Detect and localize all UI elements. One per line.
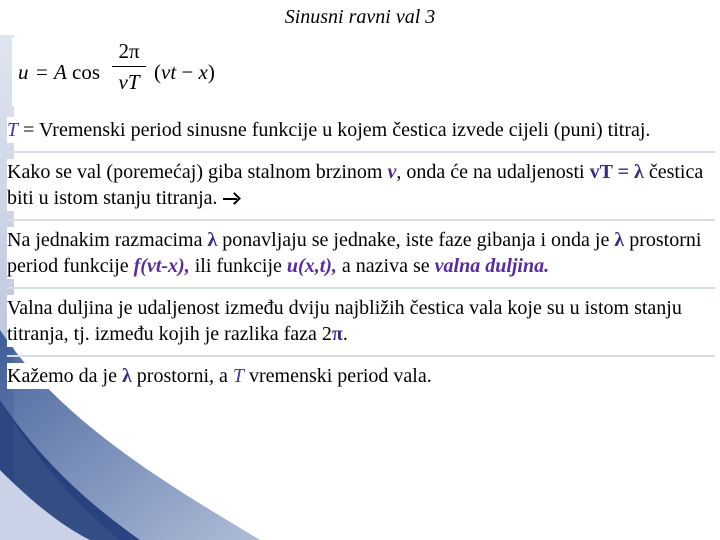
p3-text-3: prostorni period funkcije: [7, 229, 702, 277]
pi-symbol: π: [331, 323, 343, 345]
wave-formula: [12, 38, 240, 106]
p3-text-5: a naziva se: [336, 255, 435, 277]
expr-eq: =: [612, 161, 634, 183]
formula-minus: −: [181, 60, 194, 84]
lambda-symbol: λ: [614, 229, 625, 251]
p3-text-2: ponavljaju se jednake, iste faze gibanja i onda je: [217, 229, 615, 251]
lambda-symbol: λ: [207, 229, 218, 251]
p4-text-1: Valna duljina je udaljenost između dviju najbližih čestica vala koje su u istom stanju titranja, tj. između kojih je razlika faza 2: [7, 297, 682, 345]
p3-text-4: ili funkcije: [189, 255, 287, 277]
formula-cos: cos: [72, 60, 100, 84]
formula-x: x: [198, 60, 208, 84]
expr-vT: [590, 161, 644, 183]
lambda-symbol: λ: [121, 365, 132, 387]
expr-T: T: [599, 161, 613, 183]
arrow-right-icon: [223, 193, 241, 205]
term-wavelength: valna duljina.: [434, 255, 550, 277]
function-u: u(x,t),: [286, 255, 337, 277]
paragraph-speed: [7, 159, 715, 211]
var-T: T: [7, 119, 19, 141]
paragraph-period: [7, 117, 715, 143]
paragraph-definition: [7, 295, 715, 347]
expr-v: v: [589, 161, 600, 183]
formula-amplitude: A: [54, 60, 67, 84]
divider: [7, 355, 715, 357]
p2-text-1: Kako se val (poremećaj) giba stalnom brzinom: [7, 161, 388, 183]
paren-close: ): [207, 60, 215, 84]
var-v: v: [387, 161, 397, 183]
p2-text-2: , onda će na udaljenosti: [396, 161, 590, 183]
formula-fraction: [112, 38, 146, 95]
p5-text-2: prostorni, a: [131, 365, 233, 387]
formula-numerator: 2π: [118, 39, 140, 63]
p4-text-2: .: [342, 323, 348, 345]
fraction-bar: [112, 66, 146, 67]
var-T: T: [232, 365, 244, 387]
divider: [7, 287, 715, 289]
formula-v: v: [161, 60, 171, 84]
formula-argument: [154, 60, 215, 85]
paragraph-wavelength: [7, 227, 715, 279]
paragraph-summary: [7, 363, 715, 389]
function-f: f(vt-x),: [133, 255, 190, 277]
p3-text-1: Na jednakim razmacima: [7, 229, 208, 251]
formula-denominator: vT: [118, 70, 140, 94]
paren-open: (: [154, 60, 161, 84]
lambda-symbol: λ: [634, 161, 644, 183]
p5-text-1: Kažemo da je: [7, 365, 122, 387]
formula-equals: =: [36, 60, 48, 84]
formula-u: u: [18, 60, 29, 84]
p5-text-3: vremenski period vala.: [244, 365, 432, 387]
paragraph-period-text: = Vremenski period sinusne funkcije u kojem čestica izvede cijeli (puni) titraj.: [18, 119, 651, 141]
divider: [7, 151, 715, 153]
divider: [7, 219, 715, 221]
formula-t: t: [170, 60, 177, 84]
slide-content: [7, 117, 715, 397]
slide-title: Sinusni ravni val 3: [284, 6, 436, 28]
p2-text-3: čestica biti u istom stanju titranja.: [7, 161, 704, 209]
